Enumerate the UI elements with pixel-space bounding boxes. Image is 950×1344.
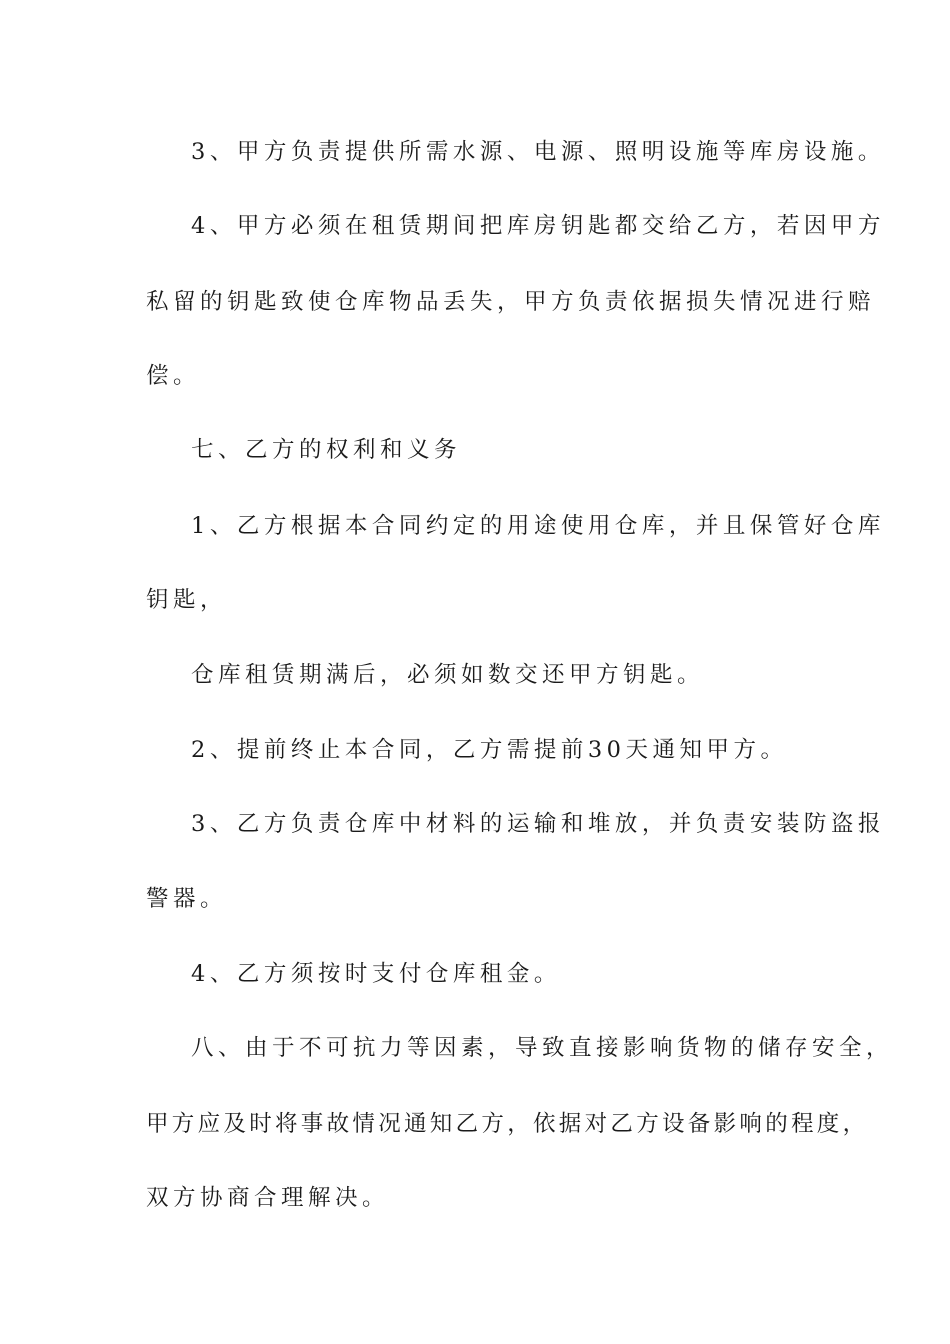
paragraph-line: 钥匙， (146, 587, 228, 613)
paragraph-line: 3、甲方负责提供所需水源、电源、照明设施等库房设施。 (191, 139, 885, 165)
paragraph-line: 仓库租赁期满后，必须如数交还甲方钥匙。 (191, 662, 705, 688)
paragraph-line: 甲方应及时将事故情况通知乙方，依据对乙方设备影响的程度， (146, 1111, 869, 1137)
paragraph-line: 双方协商合理解决。 (146, 1185, 390, 1211)
section-heading: 七、乙方的权利和义务 (191, 437, 462, 463)
paragraph-line: 1、乙方根据本合同约定的用途使用仓库，并且保管好仓库 (191, 513, 885, 539)
paragraph-line: 4、乙方须按时支付仓库租金。 (191, 961, 561, 987)
section-heading: 八、由于不可抗力等因素，导致直接影响货物的储存安全， (191, 1035, 894, 1061)
paragraph-line: 4、甲方必须在租赁期间把库房钥匙都交给乙方，若因甲方 (191, 213, 885, 239)
paragraph-line: 2、提前终止本合同，乙方需提前30天通知甲方。 (191, 737, 788, 763)
paragraph-line: 偿。 (146, 363, 201, 389)
paragraph-line: 3、乙方负责仓库中材料的运输和堆放，并负责安装防盗报 (191, 811, 885, 837)
paragraph-line: 警器。 (146, 886, 228, 912)
paragraph-line: 私留的钥匙致使仓库物品丢失，甲方负责依据损失情况进行赔 (146, 289, 876, 315)
